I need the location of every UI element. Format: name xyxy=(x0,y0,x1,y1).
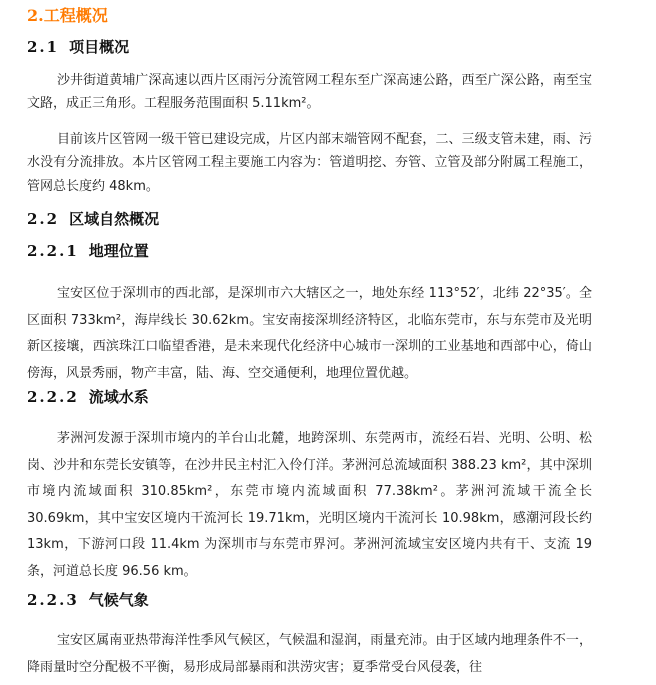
paragraph-project-scope: 沙井街道黄埔广深高速以西片区雨污分流管网工程东至广深高速公路，西至广深公路，南至宝文路，成正三角形。工程服务范围面积 5.11km²。 xyxy=(27,73,592,112)
heading-number: 2.1 xyxy=(27,38,60,56)
heading-natural-overview xyxy=(27,208,159,230)
heading-number: 2.2 xyxy=(27,210,60,228)
heading-title: 气候气象 xyxy=(88,591,149,609)
paragraph-project-works: 目前该片区管网一级干管已建设完成，片区内部末端管网不配套，二、三级支管未建，雨、污水没有分流排放。本片区管网工程主要施工内容为：管道明挖、夯管、立管及部分附属工程施工，管网总长度约 48km。 xyxy=(27,132,592,194)
heading-title: 项目概况 xyxy=(69,38,130,56)
paragraph-geography: 宝安区位于深圳市的西北部，是深圳市六大辖区之一，地处东经 113°52′，北纬 22°35′。全区面积 733km²，海岸线长 30.62km。宝安南接深圳经济特区，北临东莞市，东与东莞市及光明新区接壤，西滨珠江口临望香港，是未来现代化经济中心城市一深圳的工业基地和西部中心，倚山傍海，风景秀丽，物产丰富，陆、海、空交通便利，地理位置优越。 xyxy=(27,286,592,381)
heading-climate xyxy=(27,589,149,611)
heading-number: 2.2.2 xyxy=(27,388,79,406)
paragraph-water-system: 茅洲河发源于深圳市境内的羊台山北麓，地跨深圳、东莞两市，流经石岩、光明、公明、松岗、沙井和东莞长安镇等，在沙井民主村汇入伶仃洋。茅洲河总流域面积 388.23 km²，其中深圳市境内流域面积 310.85km²，东莞市境内流域面积 77.38km²。茅洲河流域干流全长 30.69km，其中宝安区境内干流河长 19.71km，光明区境内干流河长 10.98km，感潮河段长约 13km，下游河口段 11.4km 为深圳市与东莞市界河。茅洲河流域宝安区境内共有干、支流 19 条，河道总长度 96.56 km。 xyxy=(27,431,592,579)
heading-project-overview xyxy=(27,36,129,58)
heading-number: 2.2.3 xyxy=(27,591,79,609)
section-heading: 2.工程概况 xyxy=(27,6,108,25)
heading-title: 流域水系 xyxy=(88,388,149,406)
heading-water-system xyxy=(27,386,149,408)
heading-title: 区域自然概况 xyxy=(69,210,160,228)
heading-number: 2.2.1 xyxy=(27,242,79,260)
heading-title: 地理位置 xyxy=(88,242,149,260)
heading-geography xyxy=(27,240,149,262)
paragraph-climate: 宝安区属南亚热带海洋性季风气候区，气候温和湿润，雨量充沛。由于区域内地理条件不一，降雨量时空分配极不平衡，易形成局部暴雨和洪涝灾害；夏季常受台风侵袭，往 xyxy=(27,633,592,675)
